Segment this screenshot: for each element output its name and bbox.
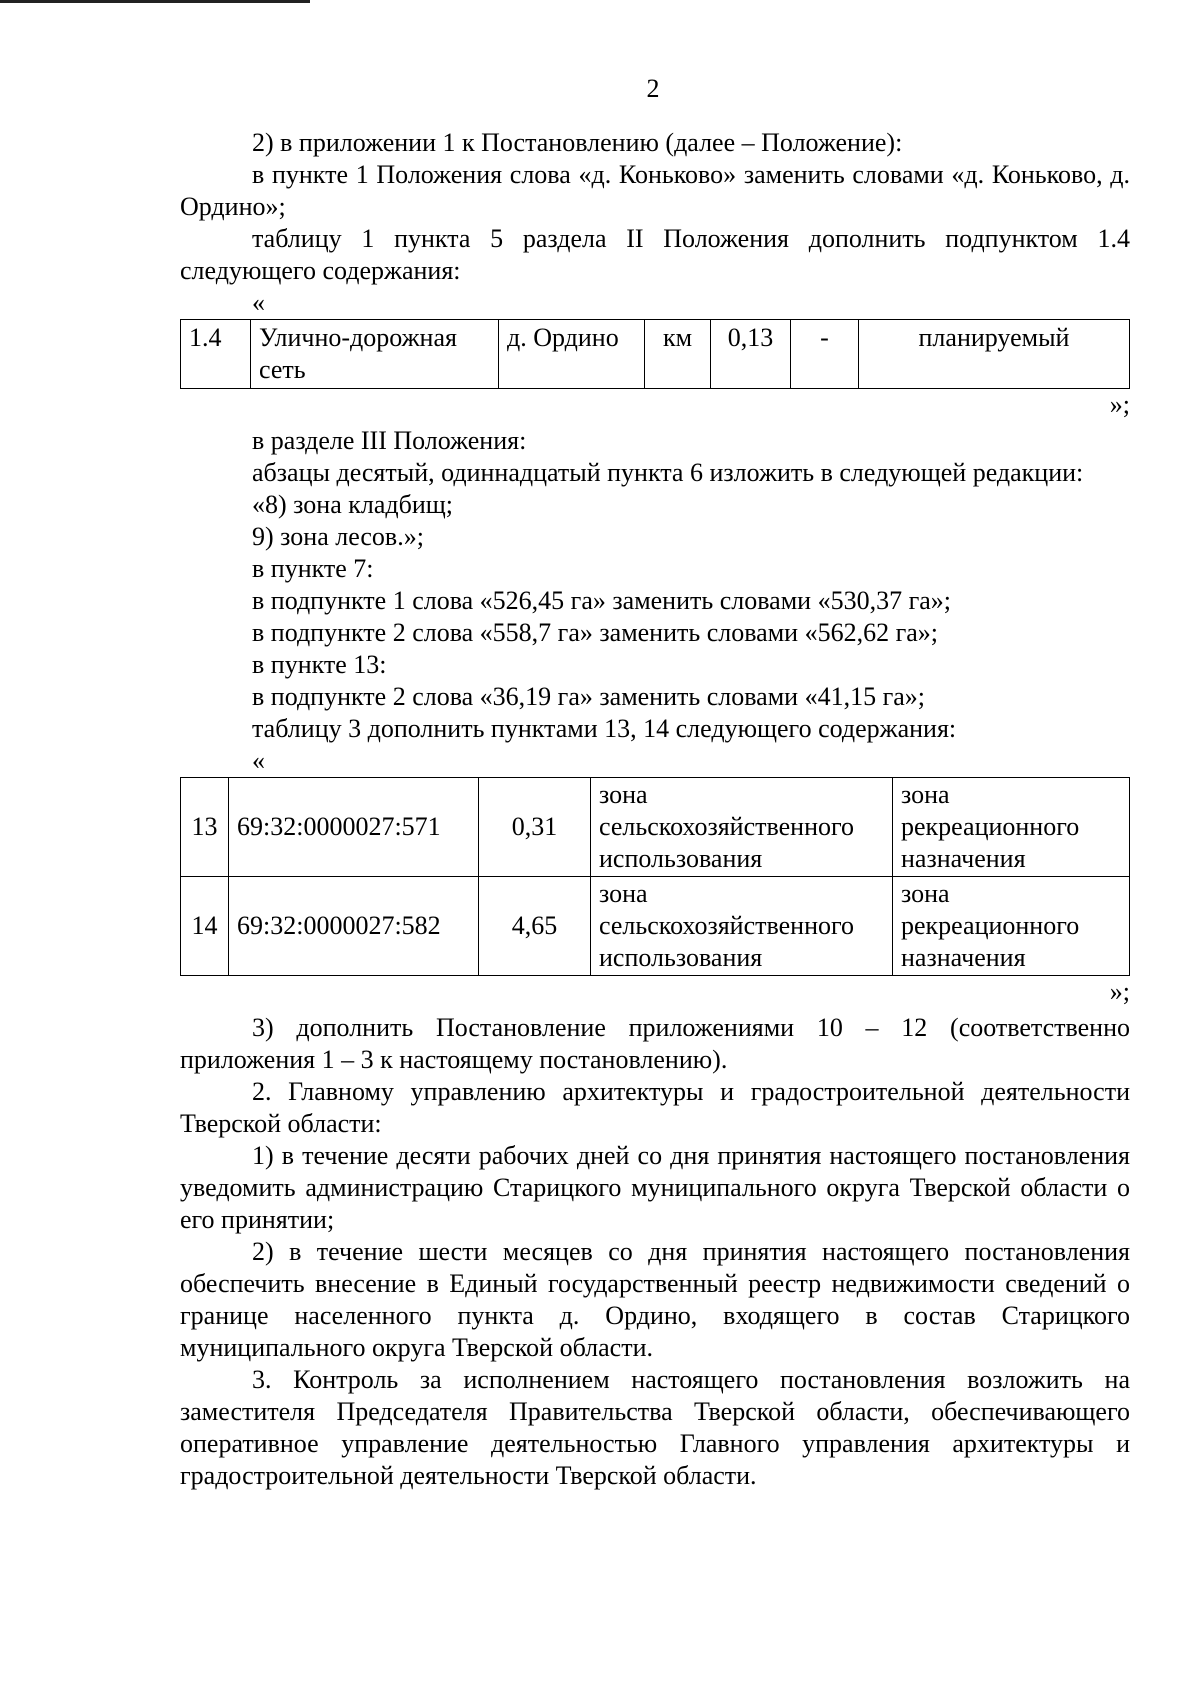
opening-quote: « bbox=[252, 746, 265, 775]
document-body bbox=[180, 127, 1130, 1492]
table-1 bbox=[180, 319, 1130, 389]
paragraph: в разделе III Положения: bbox=[252, 426, 527, 455]
table-cell: зона рекреационного назначения bbox=[893, 778, 1130, 877]
paragraph: таблицу 3 дополнить пунктами 13, 14 следующего содержания: bbox=[252, 714, 957, 743]
table-cell: 4,65 bbox=[479, 877, 591, 976]
table-cell: 0,13 bbox=[711, 320, 791, 389]
table-cell: - bbox=[791, 320, 859, 389]
paragraph: 3) дополнить Постановление приложениями 10 – 12 (соответственно приложения 1 – 3 к настоящему постановлению). bbox=[180, 1013, 1130, 1074]
paragraph: в подпункте 1 слова «526,45 га» заменить словами «530,37 га»; bbox=[252, 586, 952, 615]
table-cell: 69:32:0000027:582 bbox=[229, 877, 479, 976]
table-cell: км bbox=[645, 320, 711, 389]
paragraph: в пункте 1 Положения слова «д. Коньково» заменить словами «д. Коньково, д. Ордино»; bbox=[180, 160, 1130, 221]
table-row bbox=[181, 778, 1130, 877]
table-cell: 1.4 bbox=[181, 320, 251, 389]
table-cell: 0,31 bbox=[479, 778, 591, 877]
paragraph: в пункте 13: bbox=[252, 650, 387, 679]
paragraph: 1) в течение десяти рабочих дней со дня принятия настоящего постановления уведомить администрацию Старицкого муниципального округа Тверской области о его принятии; bbox=[180, 1141, 1130, 1234]
closing-quote: »; bbox=[1109, 977, 1130, 1006]
paragraph: 9) зона лесов.»; bbox=[252, 522, 424, 551]
table-cell: 13 bbox=[181, 778, 229, 877]
opening-quote: « bbox=[252, 288, 265, 317]
paragraph: в подпункте 2 слова «558,7 га» заменить словами «562,62 га»; bbox=[252, 618, 939, 647]
table-cell: планируемый bbox=[859, 320, 1130, 389]
paragraph: 2. Главному управлению архитектуры и градостроительной деятельности Тверской области: bbox=[180, 1077, 1130, 1138]
paragraph: 3. Контроль за исполнением настоящего постановления возложить на заместителя Председателя Правительства Тверской области, обеспечивающего оперативное управление деятельностью Главного управления архитектуры и градостроительной деятельности Тверской области. bbox=[180, 1365, 1130, 1490]
table-cell: 69:32:0000027:571 bbox=[229, 778, 479, 877]
paragraph: таблицу 1 пункта 5 раздела II Положения дополнить подпунктом 1.4 следующего содержания: bbox=[180, 224, 1130, 285]
scan-edge-line bbox=[0, 0, 310, 3]
table-cell: Улично-дорожная сеть bbox=[251, 320, 499, 389]
table-cell: зона сельскохозяйственного использования bbox=[591, 778, 893, 877]
paragraph: в пункте 7: bbox=[252, 554, 374, 583]
table-cell: д. Ордино bbox=[499, 320, 645, 389]
paragraph: 2) в приложении 1 к Постановлению (далее – Положение): bbox=[252, 128, 903, 157]
table-cell: зона рекреационного назначения bbox=[893, 877, 1130, 976]
page-number: 2 bbox=[646, 74, 660, 103]
table-row bbox=[181, 877, 1130, 976]
paragraph: «8) зона кладбищ; bbox=[252, 490, 453, 519]
paragraph: в подпункте 2 слова «36,19 га» заменить словами «41,15 га»; bbox=[252, 682, 926, 711]
paragraph: абзацы десятый, одиннадцатый пункта 6 изложить в следующей редакции: bbox=[252, 458, 1084, 487]
table-cell: зона сельскохозяйственного использования bbox=[591, 877, 893, 976]
table-row bbox=[181, 320, 1130, 389]
paragraph: 2) в течение шести месяцев со дня принятия настоящего постановления обеспечить внесение в Единый государственный реестр недвижимости сведений о границе населенного пункта д. Ордино, входящего в состав Старицкого муниципального округа Тверской области. bbox=[180, 1237, 1130, 1362]
table-cell: 14 bbox=[181, 877, 229, 976]
closing-quote: »; bbox=[1109, 390, 1130, 419]
table-3-additions bbox=[180, 777, 1130, 976]
